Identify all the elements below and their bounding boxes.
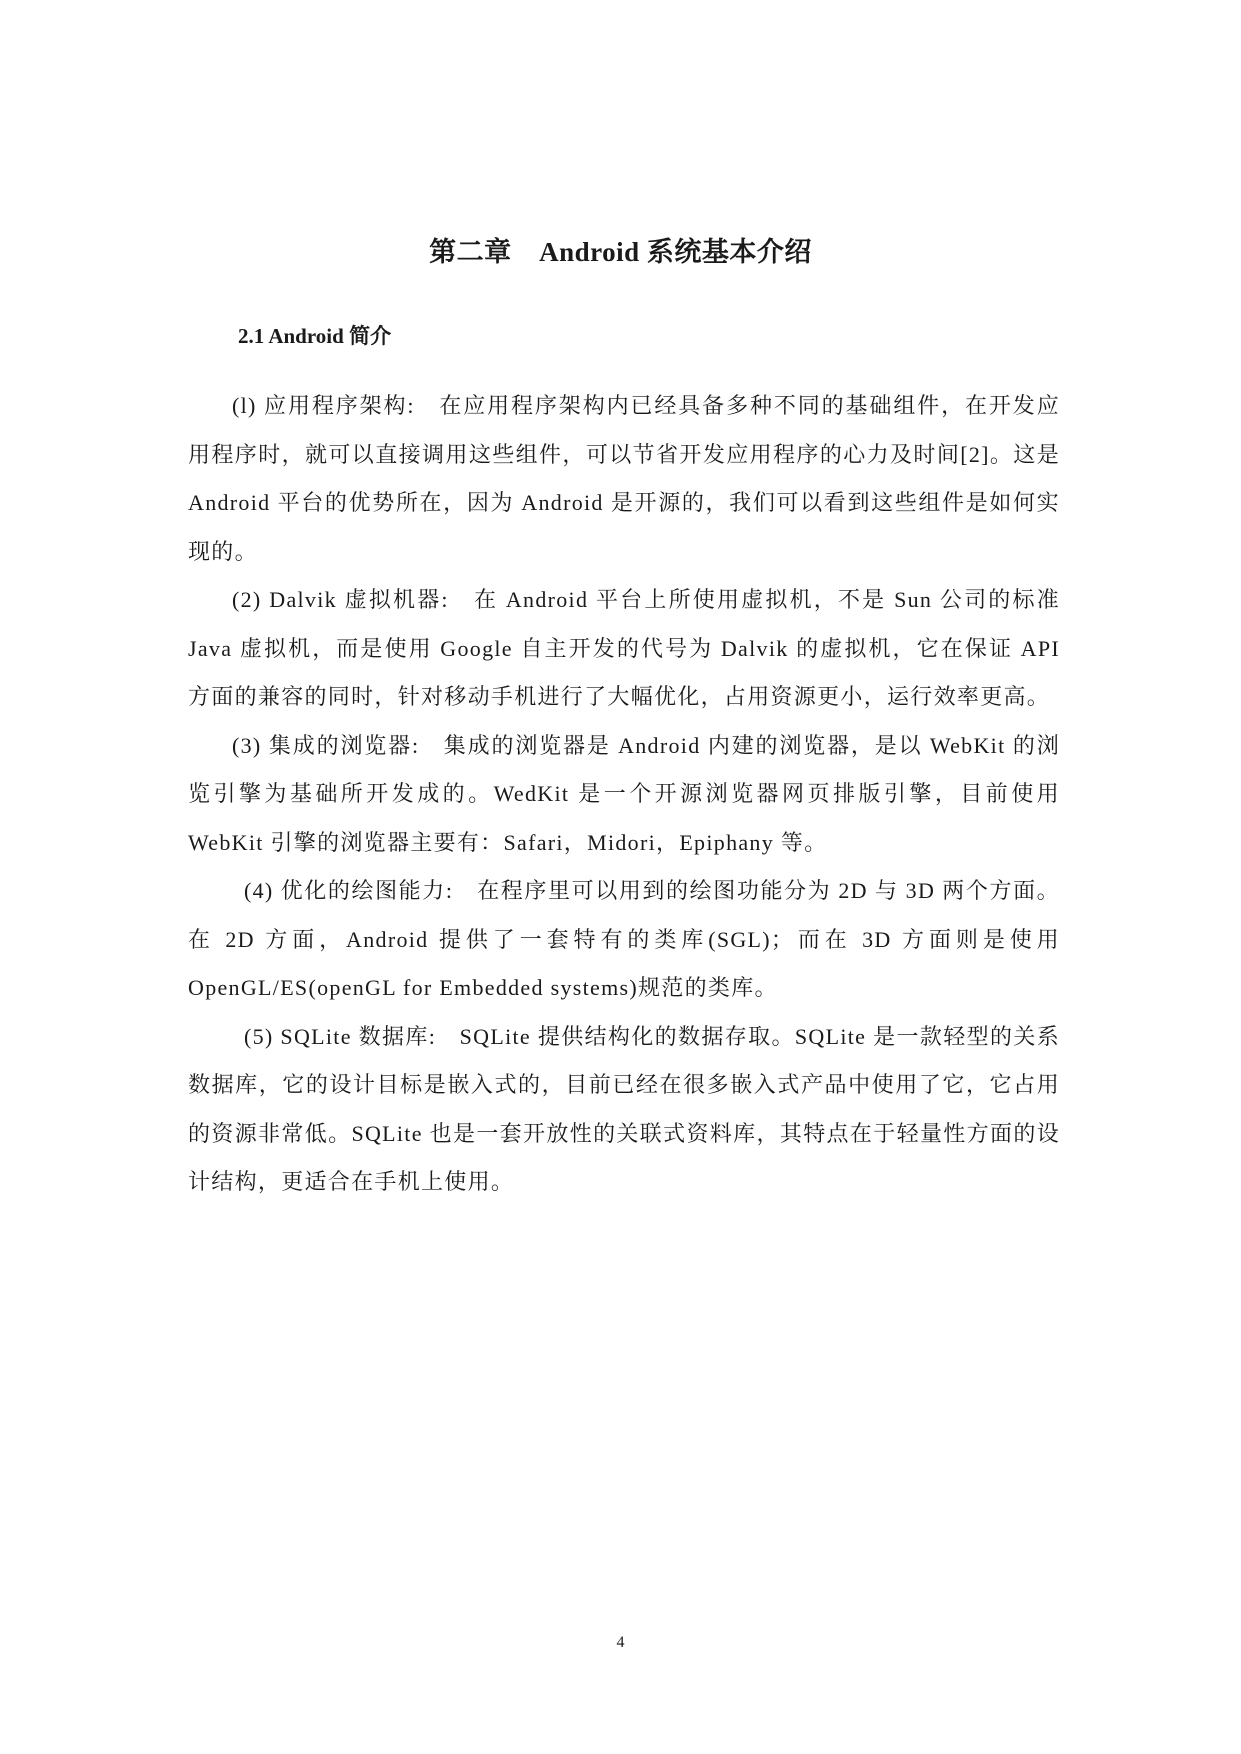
paragraph-integrated-browser: (3) 集成的浏览器: 集成的浏览器是 Android 内建的浏览器，是以 WebKit 的浏览引擎为基础所开发成的。WedKit 是一个开源浏览器网页排版引擎，目前使用 WebKit 引擎的浏览器主要有：Safari，Midori，Epiphany 等。 bbox=[188, 732, 1060, 855]
paragraph-graphics: (4) 优化的绘图能力: 在程序里可以用到的绘图功能分为 2D 与 3D 两个方面。在 2D 方面，Android 提供了一套特有的类库(SGL)；而在 3D 方面则是使用 OpenGL/ES(openGL for Embedded systems)规范的类库。 bbox=[188, 878, 1060, 1000]
paragraph-dalvik-vm: (2) Dalvik 虚拟机器: 在 Android 平台上所使用虚拟机，不是 Sun 公司的标准 Java 虚拟机，而是使用 Google 自主开发的代号为 Dalvik 的虚拟机，它在保证 API 方面的兼容的同时，针对移动手机进行了大幅优化，占用资源更小，运行效率更高。 bbox=[188, 587, 1060, 709]
body-text bbox=[188, 382, 1060, 1207]
page-number: 4 bbox=[616, 1634, 625, 1651]
paragraph-sqlite: (5) SQLite 数据库: SQLite 提供结构化的数据存取。SQLite 是一款轻型的关系数据库，它的设计目标是嵌入式的，目前已经在很多嵌入式产品中使用了它，它占用的资源非常低。SQLite 也是一套开放性的关联式资料库，其特点在于轻量性方面的设计结构，更适合在手机上使用。 bbox=[188, 1023, 1060, 1194]
chapter-title: 第二章 Android 系统基本介绍 bbox=[429, 237, 812, 267]
paragraph-application-framework: (l) 应用程序架构: 在应用程序架构内已经具备多种不同的基础组件，在开发应用程序时，就可以直接调用这些组件，可以节省开发应用程序的心力及时间[2]。这是 Android 平台的优势所在，因为 Android 是开源的，我们可以看到这些组件是如何实现的。 bbox=[188, 393, 1060, 564]
section-heading: 2.1 Android 简介 bbox=[238, 324, 392, 348]
